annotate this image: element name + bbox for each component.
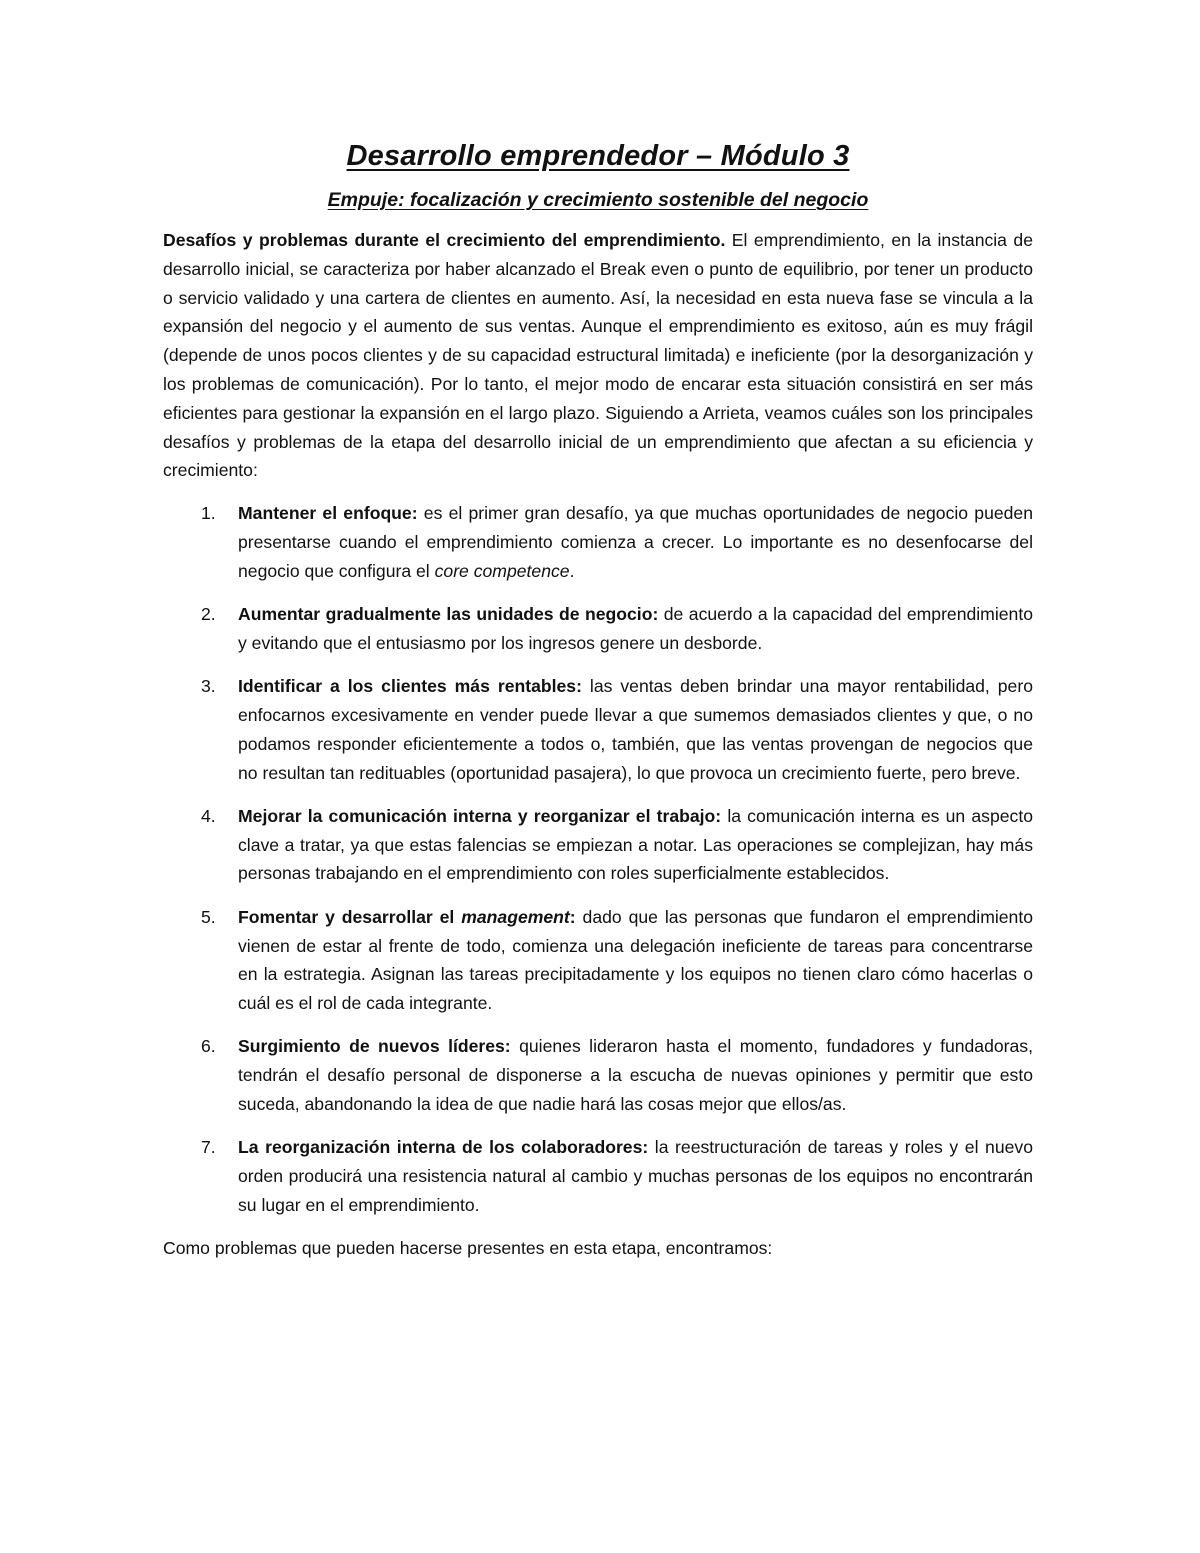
list-item-heading: Mejorar la comunicación interna y reorganizar el trabajo: [238, 805, 722, 826]
list-item [163, 1133, 1033, 1219]
list-item [163, 802, 1033, 888]
list-item [163, 672, 1033, 787]
list-item-number: 4. [201, 805, 216, 826]
list-item-italic: core competence [434, 560, 570, 581]
list-item-number: 2. [201, 604, 216, 625]
intro-body: El emprendimiento, en la instancia de desarrollo inicial, se caracteriza por haber alcanzado el Break even o punto de equilibrio, por tener un producto o servicio validado y una cartera de clientes en aumento. Así, la necesidad en esta nueva fase se vincula a la expansión del negocio y el aumento de sus ventas. Aunque el emprendimiento es exitoso, aún es muy frágil (depende de unos pocos clientes y de su capacidad estructural limitada) e ineficiente (por la desorganización y los problemas de comunicación). Por lo tanto, el mejor modo de encarar esta situación consistirá en ser más eficientes para gestionar la expansión en el largo plazo. Siguiendo a Arrieta, veamos cuáles son los principales desafíos y problemas de la etapa del desarrollo inicial de un emprendimiento que afectan a su eficiencia y crecimiento: [163, 230, 1033, 481]
list-item-number: 1. [201, 503, 216, 524]
intro-lead: Desafíos y problemas durante el crecimiento del emprendimiento. [163, 230, 726, 250]
document-title: Desarrollo emprendedor – Módulo 3 [346, 140, 850, 172]
list-item-text: dado que las personas que fundaron el emprendimiento vienen de estar al frente de todo, comienza una delegación ineficiente de tareas para concentrarse en la estrategia. Asignan las tareas precipitadamente y los equipos no tienen claro cómo hacerlas o cuál es el rol de cada integrante. [238, 906, 1034, 1014]
document-subtitle: Empuje: focalización y crecimiento sostenible del negocio [327, 189, 869, 211]
list-item [163, 1032, 1033, 1118]
list-item-heading-tail: : [569, 906, 576, 927]
list-item-text: es el primer gran desafío, ya que muchas oportunidades de negocio pueden presentarse cuando el emprendimiento comienza a crecer. Lo importante es no desenfocarse del negocio que configura el [238, 503, 1033, 581]
list-item-number: 5. [201, 906, 216, 927]
list-item-text: de acuerdo a la capacidad del emprendimiento y evitando que el entusiasmo por los ingresos genere un desborde. [238, 604, 1033, 653]
closing-paragraph: Como problemas que pueden hacerse presentes en esta etapa, encontramos: [163, 1238, 773, 1259]
list-item-text: la comunicación interna es un aspecto clave a tratar, ya que estas falencias se empiezan a notar. Las operaciones se complejizan, hay más personas trabajando en el emprendimiento con roles superficialmente establecidos. [238, 805, 1033, 884]
list-item-heading: Mantener el enfoque: [238, 503, 418, 524]
list-item [163, 499, 1033, 585]
challenges-list [163, 499, 1033, 1220]
list-item-text: la reestructuración de tareas y roles y el nuevo orden producirá una resistencia natural al cambio y muchas personas de los equipos no encontrarán su lugar en el emprendimiento. [238, 1137, 1033, 1215]
list-item-heading: Surgimiento de nuevos líderes: [238, 1036, 511, 1057]
list-item-text: quienes lideraron hasta el momento, fundadores y fundadoras, tendrán el desafío personal de disponerse a la escucha de nuevas opiniones y permitir que esto suceda, abandonando la idea de que nadie hará las cosas mejor que ellos/as. [238, 1036, 1033, 1115]
list-item-heading: La reorganización interna de los colaboradores: [238, 1137, 649, 1158]
list-item-heading-italic: management [461, 906, 570, 927]
list-item-text: las ventas deben brindar una mayor rentabilidad, pero enfocarnos excesivamente en vender puede llevar a que sumemos demasiados clientes y que, o no podamos responder eficientemente a todos o, también, que las ventas provengan de negocios que no resultan tan redituables (oportunidad pasajera), lo que provoca un crecimiento fuerte, pero breve. [238, 676, 1033, 783]
list-item [163, 600, 1033, 658]
list-item-heading: Fomentar y desarrollar el [238, 906, 462, 927]
list-item-number: 6. [201, 1036, 216, 1057]
list-item [163, 903, 1033, 1018]
list-item-number: 3. [201, 676, 216, 697]
list-item-number: 7. [201, 1137, 216, 1158]
list-item-heading: Aumentar gradualmente las unidades de negocio: [238, 604, 659, 625]
intro-paragraph [163, 226, 1033, 485]
list-item-heading: Identificar a los clientes más rentables: [238, 676, 582, 697]
document-page [163, 140, 1033, 1263]
list-item-tail: . [569, 560, 575, 581]
